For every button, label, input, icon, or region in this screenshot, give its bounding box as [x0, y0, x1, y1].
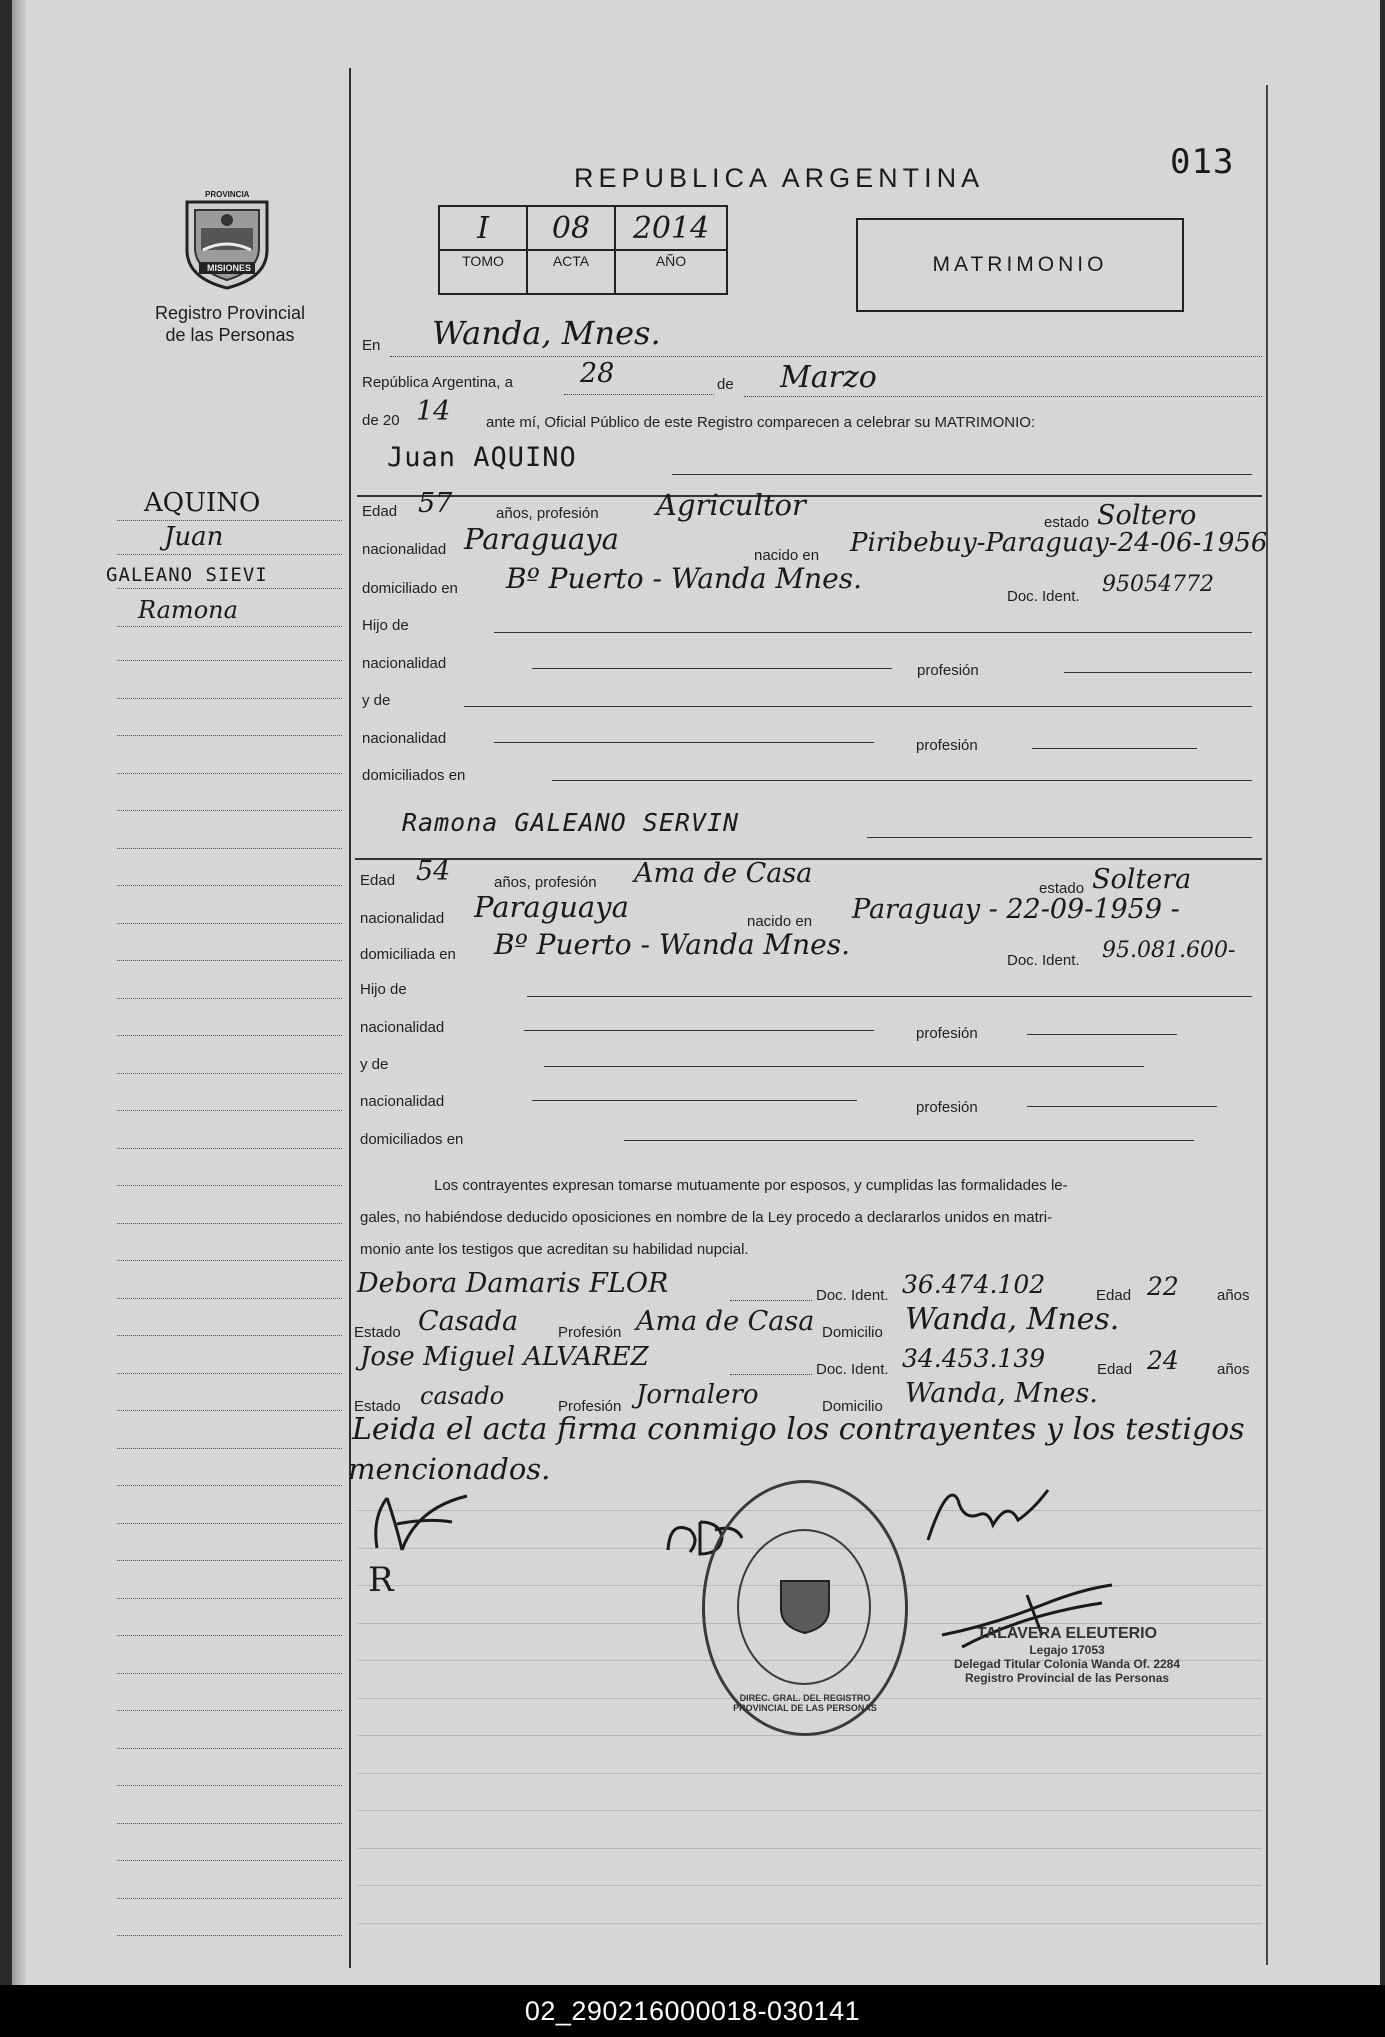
margin-divider [349, 68, 351, 1968]
dotted-line [730, 1374, 812, 1375]
bride-edad: 54 [416, 856, 451, 887]
margin-rule [117, 810, 342, 811]
bride-nacionalidad-label: nacionalidad [360, 910, 445, 927]
witness1-domicilio: Wanda, Mnes. [905, 1302, 1120, 1337]
ruled-line [357, 1773, 1262, 1774]
witness2-domicilio: Wanda, Mnes. [905, 1378, 1098, 1409]
groom-father-nac-label: nacionalidad [362, 655, 447, 672]
closing-line2: mencionados. [348, 1452, 551, 1486]
signature-initial: R [368, 1560, 394, 1600]
comparecen-text: ante mí, Oficial Público de este Registro comparecen a celebrar su MATRIMONIO: [486, 414, 1036, 431]
witness2-doc-label: Doc. Ident. [816, 1361, 889, 1378]
officer-legajo: Legajo 17053 [1029, 1643, 1105, 1657]
margin-surname-2: GALEANO SIEVI [106, 564, 268, 586]
officer-title: Delegad Titular Colonia Wanda Of. 2284 [953, 1657, 1181, 1671]
year-prefix: de 20 [362, 412, 400, 429]
groom-nacionalidad: Paraguaya [464, 522, 619, 556]
emblem-top-text: PROVINCIA [205, 190, 250, 199]
witness1-name: Debora Damaris FLOR [357, 1268, 669, 1299]
dotted-line [730, 1300, 812, 1301]
margin-rule [117, 1448, 342, 1449]
witness1-doc: 36.474.102 [902, 1270, 1046, 1299]
margin-surname-1: AQUINO [144, 488, 261, 518]
groom-hijo-label: Hijo de [362, 617, 409, 634]
blank-rule [494, 742, 874, 743]
blank-rule [1027, 1106, 1217, 1107]
margin-rule [117, 660, 342, 661]
bride-edad-label: Edad [360, 872, 396, 889]
margin-rule [117, 626, 342, 627]
margin-rule [117, 698, 342, 699]
margin-rule [117, 1823, 342, 1824]
dotted-line [390, 356, 1262, 357]
closing-line1: Leida el acta firma conmigo los contrayentes y los testigos [352, 1412, 1245, 1447]
official-seal [702, 1480, 908, 1736]
bride-nacido: Paraguay - 22-09-1959 - [852, 894, 1180, 925]
officer-name: TALAVERA ELEUTERIO [976, 1625, 1158, 1642]
de-label: de [717, 376, 734, 393]
registry-emblem [177, 188, 277, 290]
groom-doc: 95054772 [1102, 572, 1214, 597]
groom-profesion: Agricultor [656, 488, 806, 522]
witness2-profesion: Jornalero [636, 1380, 759, 1410]
margin-rule [117, 1710, 342, 1711]
bride-anos-profesion-label: años, profesión [494, 874, 597, 891]
witness1-edad: 22 [1147, 1272, 1179, 1301]
witness1-estado-label: Estado [354, 1324, 401, 1341]
ruled-line [357, 1885, 1262, 1886]
groom-nacido: Piribebuy-Paraguay-24-06-1956 [850, 528, 1268, 558]
name-rule [672, 474, 1252, 475]
witness1-domicilio-label: Domicilio [822, 1324, 883, 1341]
bride-name: Ramona GALEANO SERVIN [402, 808, 740, 837]
margin-firstname-2: Ramona [138, 596, 238, 624]
blank-rule [544, 1066, 1144, 1067]
provincial-shield-icon [177, 188, 277, 290]
bride-yde-label: y de [360, 1056, 389, 1073]
blank-rule [552, 780, 1252, 781]
document-page [12, 0, 1380, 1985]
bride-mother-prof-label: profesión [916, 1099, 978, 1116]
seal-shield-icon [775, 1575, 835, 1635]
margin-rule [117, 773, 342, 774]
ruled-line [357, 1923, 1262, 1924]
witness2-name: Jose Miguel ALVAREZ [360, 1342, 649, 1372]
republica-label: República Argentina, a [362, 374, 513, 391]
bride-nacionalidad: Paraguaya [474, 890, 629, 924]
officer-registry: Registro Provincial de las Personas [964, 1671, 1170, 1685]
witness1-doc-label: Doc. Ident. [816, 1287, 889, 1304]
right-border [1266, 85, 1268, 1965]
margin-rule [117, 1335, 342, 1336]
page-number: 013 [1170, 142, 1235, 182]
bride-father-prof-label: profesión [916, 1025, 978, 1042]
groom-nacionalidad-label: nacionalidad [362, 541, 447, 558]
declaration-line3: monio ante los testigos que acreditan su habilidad nupcial. [360, 1241, 749, 1258]
bride-estado-label: estado [1039, 880, 1085, 897]
day-value: 28 [580, 358, 615, 389]
margin-rule [117, 1373, 342, 1374]
margin-rule [117, 1260, 342, 1261]
margin-rule [117, 1485, 342, 1486]
margin-rule [117, 1148, 342, 1149]
groom-name: Juan AQUINO [387, 442, 577, 473]
groom-anos-profesion-label: años, profesión [496, 505, 599, 522]
margin-rule [117, 554, 342, 555]
emblem-bottom-text: MISIONES [207, 263, 252, 273]
acta-label: ACTA [528, 249, 614, 271]
margin-rule [117, 1860, 342, 1861]
tomo-value: I [477, 211, 489, 246]
witness1-anos-label: años [1217, 1287, 1250, 1304]
groom-mother-prof-label: profesión [916, 737, 978, 754]
place-value: Wanda, Mnes. [432, 314, 661, 352]
tomo-label: TOMO [440, 249, 526, 271]
bride-doc: 95.081.600- [1102, 938, 1236, 963]
witness1-profesion: Ama de Casa [636, 1306, 815, 1337]
name-rule [867, 837, 1252, 838]
groom-nacido-label: nacido en [754, 547, 820, 564]
margin-firstname-1: Juan [164, 522, 224, 552]
document-code-footer: 02_290216000018-030141 [0, 1985, 1385, 2037]
registry-name-line2: de las Personas [165, 325, 295, 345]
margin-rule [117, 998, 342, 999]
groom-father-prof-label: profesión [917, 662, 979, 679]
officer-stamp [927, 1625, 1207, 1685]
record-type-box [856, 218, 1184, 312]
margin-rule [117, 1523, 342, 1524]
record-type: MATRIMONIO [932, 253, 1108, 276]
margin-rule [117, 1785, 342, 1786]
witness2-domicilio-label: Domicilio [822, 1398, 883, 1415]
witness2-estado: casado [420, 1382, 505, 1410]
blank-rule [1064, 672, 1252, 673]
witness2-doc: 34.453.139 [902, 1344, 1046, 1373]
bride-domicilio-label: domiciliada en [360, 946, 456, 963]
blank-rule [1027, 1034, 1177, 1035]
blank-rule [524, 1030, 874, 1031]
witness1-edad-label: Edad [1096, 1287, 1132, 1304]
groom-edad: 57 [418, 488, 453, 519]
year-suffix: 14 [416, 396, 451, 427]
margin-rule [117, 1748, 342, 1749]
groom-estado-label: estado [1044, 514, 1090, 531]
margin-rule [117, 1673, 342, 1674]
groom-edad-label: Edad [362, 503, 398, 520]
margin-rule [117, 1598, 342, 1599]
witness1-estado: Casada [418, 1306, 519, 1337]
bride-profesion: Ama de Casa [634, 858, 813, 889]
groom-doc-label: Doc. Ident. [1007, 588, 1080, 605]
declaration-line2: gales, no habiéndose deducido oposiciones en nombre de la Ley procedo a declararlos unidos en matri- [360, 1209, 1053, 1226]
declaration-line1: Los contrayentes expresan tomarse mutuamente por esposos, y cumplidas las formalidades le- [434, 1177, 1068, 1194]
margin-rule [117, 520, 342, 521]
witness2-estado-label: Estado [354, 1398, 401, 1415]
en-label: En [362, 337, 381, 354]
margin-rule [117, 1035, 342, 1036]
witness2-edad: 24 [1147, 1346, 1179, 1375]
margin-rule [117, 1073, 342, 1074]
margin-rule [117, 1223, 342, 1224]
month-value: Marzo [780, 360, 877, 395]
blank-rule [532, 668, 892, 669]
groom-domicilio: Bº Puerto - Wanda Mnes. [506, 562, 862, 595]
margin-rule [117, 1560, 342, 1561]
witness1-profesion-label: Profesión [558, 1324, 622, 1341]
margin-rule [117, 735, 342, 736]
registry-name-line1: Registro Provincial [154, 303, 306, 323]
ruled-line [357, 1848, 1262, 1849]
groom-yde-label: y de [362, 692, 391, 709]
ano-cell [616, 207, 726, 293]
bride-parents-domicilio-label: domiciliados en [360, 1131, 464, 1148]
margin-rule [117, 1410, 342, 1411]
bride-estado: Soltera [1092, 864, 1192, 895]
signature-contrayente-1 [357, 1488, 487, 1558]
ano-label: AÑO [616, 249, 726, 271]
margin-rule [117, 1110, 342, 1111]
witness2-profesion-label: Profesión [558, 1398, 622, 1415]
blank-rule [624, 1140, 1194, 1141]
blank-rule [494, 632, 1252, 633]
dotted-line [564, 394, 714, 395]
witness2-anos-label: años [1217, 1361, 1250, 1378]
groom-domicilio-label: domiciliado en [362, 580, 458, 597]
blank-rule [1032, 748, 1197, 749]
bride-doc-label: Doc. Ident. [1007, 952, 1080, 969]
country-title: REPUBLICA ARGENTINA [574, 163, 985, 193]
blank-rule [464, 706, 1252, 707]
margin-rule [117, 923, 342, 924]
margin-rule [117, 1898, 342, 1899]
margin-rule [117, 1635, 342, 1636]
groom-mother-nac-label: nacionalidad [362, 730, 447, 747]
bride-domicilio: Bº Puerto - Wanda Mnes. [494, 928, 850, 961]
blank-rule [527, 996, 1252, 997]
margin-rule [117, 1185, 342, 1186]
groom-estado: Soltero [1097, 500, 1197, 531]
section-divider [357, 495, 1262, 497]
tomo-cell [440, 207, 528, 293]
registry-name [130, 302, 330, 346]
margin-rule [117, 848, 342, 849]
margin-rule [117, 1298, 342, 1299]
tomo-acta-ano-box [438, 205, 728, 295]
blank-rule [532, 1100, 857, 1101]
acta-value: 08 [551, 211, 591, 246]
bride-hijo-label: Hijo de [360, 981, 407, 998]
margin-rule [117, 960, 342, 961]
margin-rule [117, 1935, 342, 1936]
bride-father-nac-label: nacionalidad [360, 1019, 445, 1036]
signature-witness [918, 1470, 1058, 1550]
bride-nacido-label: nacido en [747, 913, 813, 930]
acta-cell [528, 207, 616, 293]
ano-value: 2014 [632, 211, 710, 246]
witness2-edad-label: Edad [1097, 1361, 1133, 1378]
bride-mother-nac-label: nacionalidad [360, 1093, 445, 1110]
margin-rule [117, 885, 342, 886]
groom-parents-domicilio-label: domiciliados en [362, 767, 466, 784]
seal-text: DIREC. GRAL. DEL REGISTRO PROVINCIAL DE LAS PERSONAS [733, 1693, 877, 1713]
margin-rule [117, 588, 342, 589]
ruled-line [357, 1810, 1262, 1811]
dotted-line [744, 396, 1262, 397]
